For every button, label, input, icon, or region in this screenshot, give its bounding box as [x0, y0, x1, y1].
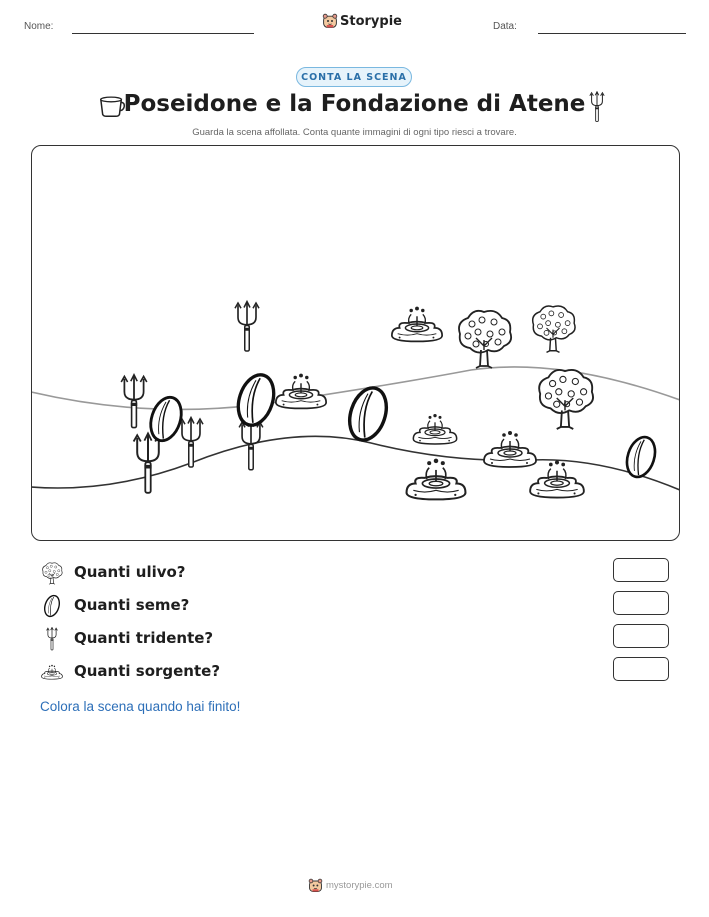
page-title: Poseidone e la Fondazione di Atene	[123, 91, 586, 117]
trident-icon	[44, 627, 60, 651]
question-row	[40, 561, 680, 585]
website-link[interactable]: mystorypie.com	[326, 880, 393, 891]
coloring-instruction: Colora la scena quando hai finito!	[40, 699, 241, 714]
mascot-icon	[322, 13, 338, 29]
counting-scene	[31, 145, 680, 541]
page-subtitle: Guarda la scena affollata. Conta quante immagini di ogni tipo riesci a trovare.	[192, 127, 517, 138]
activity-badge: CONTA LA SCENA	[296, 67, 412, 87]
question-label: Quanti seme?	[74, 596, 190, 614]
date-label: Data:	[493, 21, 517, 32]
question-row	[40, 627, 680, 651]
spring-icon	[526, 454, 588, 504]
brand-name: Storypie	[340, 14, 402, 29]
date-field[interactable]	[538, 33, 686, 34]
olive-tree-icon	[528, 302, 578, 354]
spring-icon	[388, 296, 446, 352]
answer-box-olive[interactable]	[613, 558, 669, 582]
olive-tree-icon	[534, 364, 596, 432]
question-label: Quanti sorgente?	[74, 662, 221, 680]
olive-tree-icon	[40, 561, 64, 585]
spring-icon	[40, 660, 64, 684]
seed-icon	[42, 594, 62, 618]
spring-icon	[402, 451, 470, 507]
spring-icon	[272, 370, 330, 412]
question-row	[40, 594, 680, 618]
answer-box-seed[interactable]	[613, 591, 669, 615]
olive-tree-icon	[454, 304, 514, 372]
answer-box-spring[interactable]	[613, 657, 669, 681]
question-label: Quanti ulivo?	[74, 563, 186, 581]
name-field[interactable]	[72, 33, 254, 34]
site-footer	[0, 878, 709, 894]
answer-box-trident[interactable]	[613, 624, 669, 648]
question-row	[40, 660, 680, 684]
seed-icon	[624, 434, 658, 480]
mascot-icon	[308, 878, 323, 893]
trident-icon	[588, 91, 606, 123]
spring-icon	[410, 408, 460, 450]
question-label: Quanti tridente?	[74, 629, 214, 647]
name-label: Nome:	[24, 21, 54, 32]
seed-icon	[146, 394, 186, 444]
trident-icon	[232, 296, 262, 358]
seed-icon	[344, 384, 392, 444]
